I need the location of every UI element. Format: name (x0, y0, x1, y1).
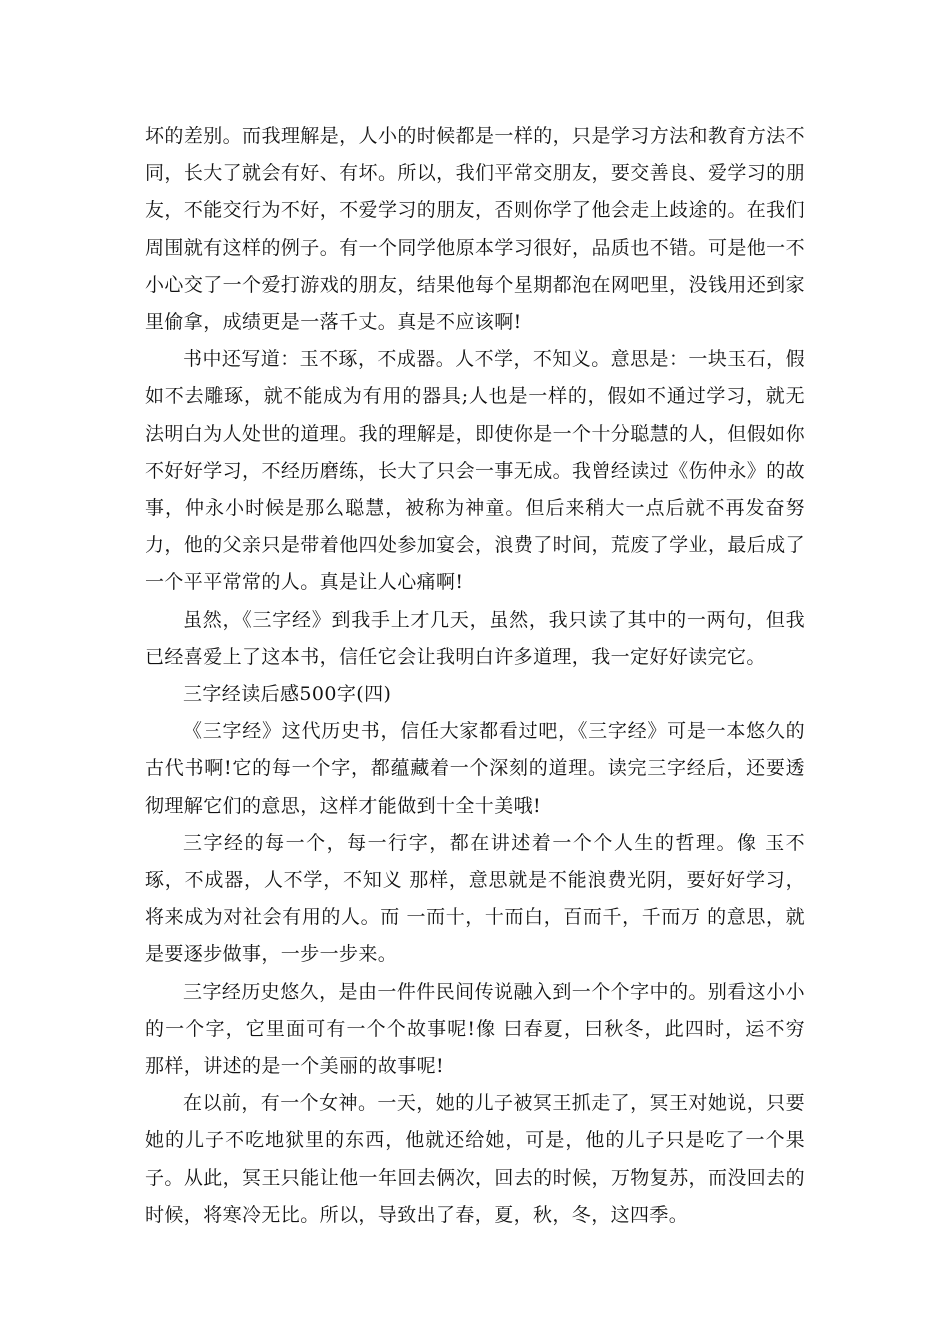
paragraph: 在以前，有一个女神。一天，她的儿子被冥王抓走了，冥王对她说，只要她的儿子不吃地狱里的东西，他就还给她，可是，他的儿子只是吃了一个果子。从此，冥王只能让他一年回去俩次，回去的时候，万物复苏，而没回去的时候，将寒冷无比。所以，导致出了春，夏，秋，冬，这四季。 (145, 1092, 805, 1226)
paragraph: 虽然，《三字经》到我手上才几天，虽然，我只读了其中的一两句，但我已经喜爱上了这本书，信任它会让我明白许多道理，我一定好好读完它。 (145, 608, 805, 668)
section-heading: 三字经读后感500字(四) (183, 683, 392, 706)
paragraph: 三字经的每一个，每一行字，都在讲述着一个个人生的哲理。像 玉不琢，不成器，人不学，不知义 那样，意思就是不能浪费光阴，要好好学习，将来成为对社会有用的人。而 一而十，十而白，百而千，千而万 的意思，就是要逐步做事，一步一步来。 (145, 831, 805, 966)
document-body (145, 118, 805, 1234)
paragraph-continued: 坏的差别。而我理解是，人小的时候都是一样的，只是学习方法和教育方法不同，长大了就会有好、有坏。所以，我们平常交朋友，要交善良、爱学习的朋友，不能交行为不好，不爱学习的朋友，否则你学了他会走上歧途的。在我们周围就有这样的例子。有一个同学他原本学习很好，品质也不错。可是他一不小心交了一个爱打游戏的朋友，结果他每个星期都泡在网吧里，没钱用还到家里偷拿，成绩更是一落千丈。真是不应该啊! (145, 125, 805, 334)
paragraph: 《三字经》这代历史书，信任大家都看过吧，《三字经》可是一本悠久的古代书啊!它的每一个字，都蕴藏着一个深刻的道理。读完三字经后，还要透彻理解它们的意思，这样才能做到十全十美哦! (145, 720, 805, 817)
paragraph: 书中还写道：玉不琢，不成器。人不学，不知义。意思是：一块玉石，假如不去雕琢，就不能成为有用的器具;人也是一样的，假如不通过学习，就无法明白为人处世的道理。我的理解是，即使你是一个十分聪慧的人，但假如你不好好学习，不经历磨练，长大了只会一事无成。我曾经读过《伤仲永》的故事，仲永小时候是那么聪慧，被称为神童。但后来稍大一点后就不再发奋努力，他的父亲只是带着他四处参加宴会，浪费了时间，荒废了学业，最后成了一个平平常常的人。真是让人心痛啊! (145, 348, 805, 594)
paragraph: 三字经历史悠久，是由一件件民间传说融入到一个个字中的。别看这小小的一个字，它里面可有一个个故事呢!像 曰春夏，曰秋冬，此四时，运不穷 那样，讲述的是一个美丽的故事呢! (145, 980, 805, 1078)
